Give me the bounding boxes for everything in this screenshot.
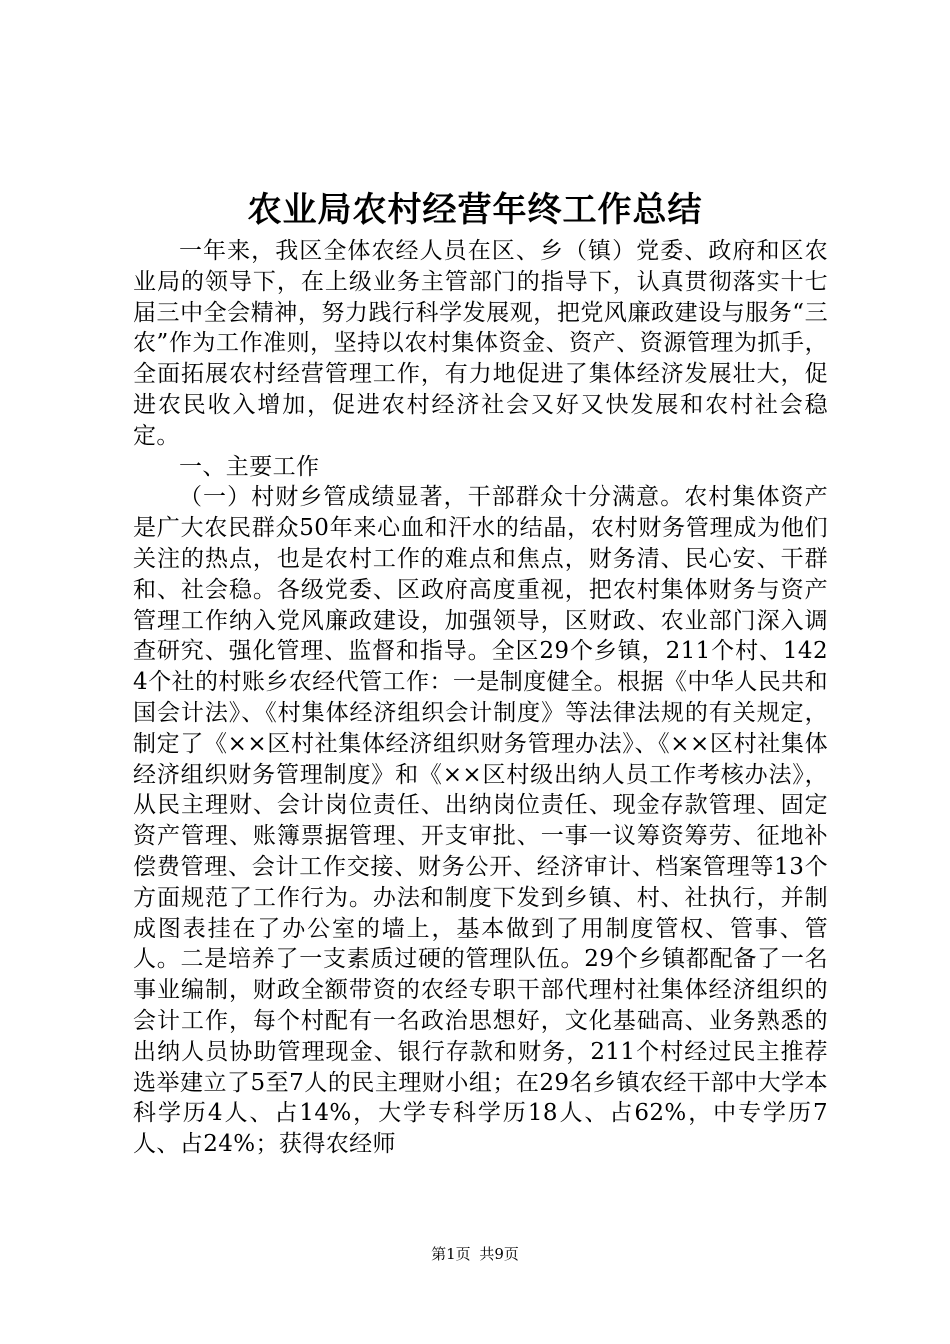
intro-paragraph: 一年来，我区全体农经人员在区、乡（镇）党委、政府和区农业局的领导下，在上级业务主管部门的指导下，认真贯彻落实十七届三中全会精神，努力践行科学发展观，把党风廉政建设与服务“三农”作为工作准则，坚持以农村集体资金、资产、资源管理为抓手，全面拓展农村经营管理工作，有力地促进了集体经济发展壮大，促进农民收入增加，促进农村经济社会又好又快发展和农村社会稳定。 (133, 238, 828, 449)
section-heading-main-work: 一、主要工作 (179, 453, 320, 480)
page-number: 第1页 (431, 1245, 471, 1263)
document-title: 农业局农村经营年终工作总结 (247, 190, 703, 230)
page-total: 共9页 (479, 1245, 519, 1263)
page-footer (0, 1244, 950, 1264)
section-paragraph-finance: （一）村财乡管成绩显著，干部群众十分满意。农村集体资产是广大农民群众50年来心血和汗水的结晶，农村财务管理成为他们关注的热点，也是农村工作的难点和焦点，财务清、民心安、干群和、社会稳。各级党委、区政府高度重视，把农村集体财务与资产管理工作纳入党风廉政建设，加强领导，区财政、农业部门深入调查研究、强化管理、监督和指导。全区29个乡镇，211个村、1424个社的村账乡农经代管工作：一是制度健全。根据《中华人民共和国会计法》、《村集体经济组织会计制度》等法律法规的有关规定，制定了《××区村社集体经济组织财务管理办法》、《××区村社集体经济组织财务管理制度》和《××区村级出纳人员工作考核办法》，从民主理财、会计岗位责任、出纳岗位责任、现金存款管理、固定资产管理、账簿票据管理、开支审批、一事一议筹资筹劳、征地补偿费管理、会计工作交接、财务公开、经济审计、档案管理等13个方面规范了工作行为。办法和制度下发到乡镇、村、社执行，并制成图表挂在了办公室的墙上，基本做到了用制度管权、管事、管人。二是培养了一支素质过硬的管理队伍。29个乡镇都配备了一名事业编制，财政全额带资的农经专职干部代理村社集体经济组织的会计工作，每个村配有一名政治思想好，文化基础高、业务熟悉的出纳人员协助管理现金、银行存款和财务，211个村经过民主推荐选举建立了5至7人的民主理财小组；在29名乡镇农经干部中大学本科学历4人、占14%，大学专科学历18人、占62%，中专学历7人、占24%；获得农经师 (133, 484, 828, 1158)
document-body (133, 236, 828, 1160)
